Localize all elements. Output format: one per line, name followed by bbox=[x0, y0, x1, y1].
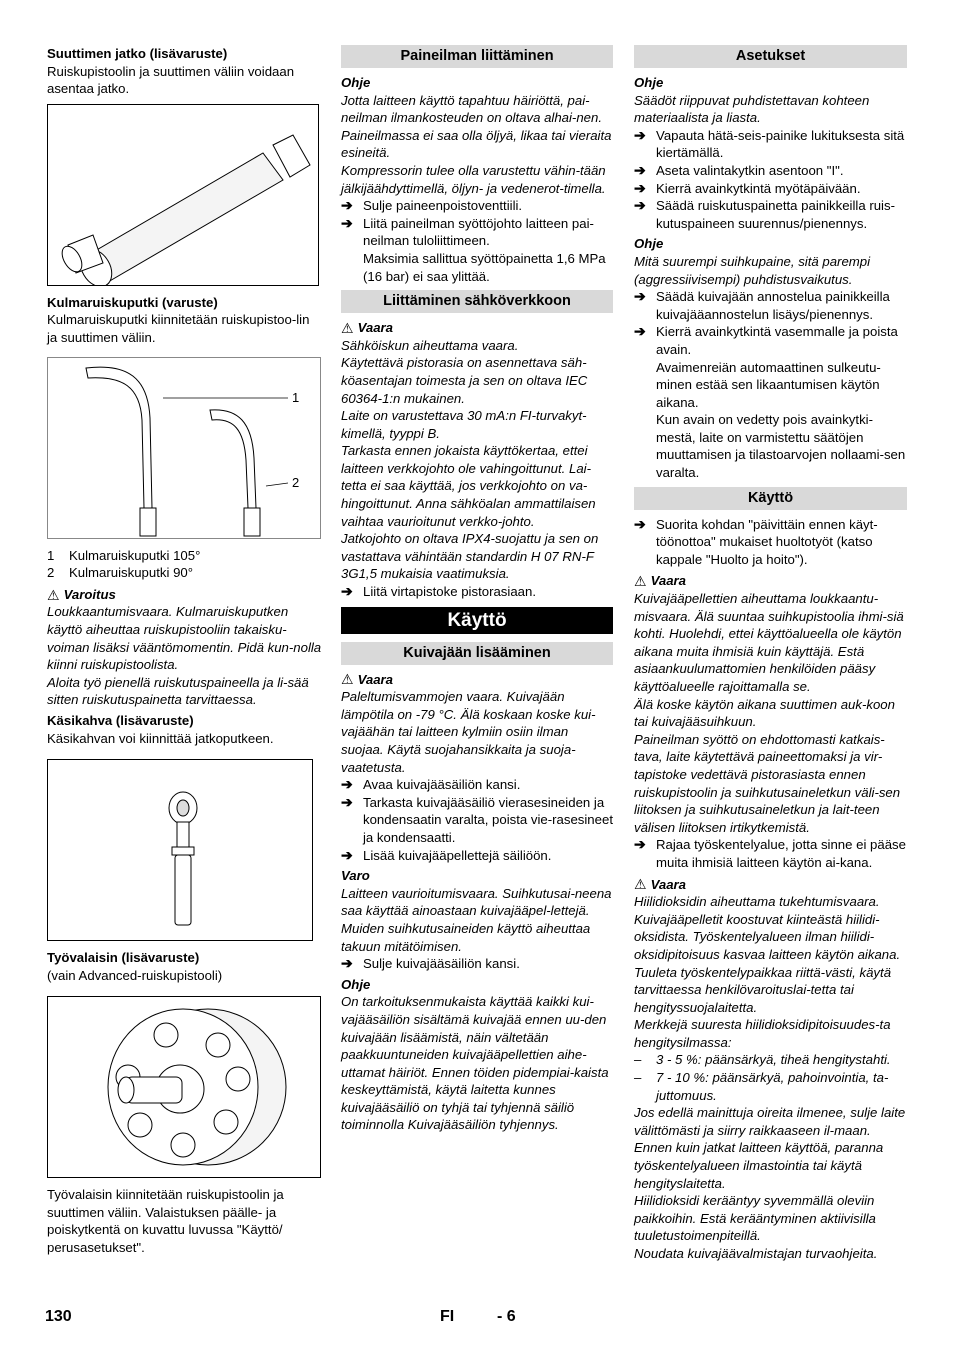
arrow-right-icon: ➔ bbox=[634, 179, 646, 196]
danger-label: Vaara bbox=[357, 320, 394, 336]
note-text: Mitä suurempi suihkupaine, sitä parempi (aggressiivisempi) puhdistusvaikutus. bbox=[634, 253, 871, 287]
figure-angle-lance bbox=[47, 357, 321, 539]
danger-text: Jatkojohto on oltava IPX4-suojattu ja sen on vastattava vähintään standardin H 07 RN-F 3G1,5 mukaisia vaatimuksia. bbox=[341, 531, 599, 582]
step-text: Liitä paineilman syöttöjohto laitteen pai-neilman tuloliittimeen. bbox=[363, 215, 594, 249]
step-text: Tarkasta kuivajääsäiliö vierasesineiden ja kondensaatin varalta, poista vie-rasesineet ja kondensaatti. bbox=[363, 794, 613, 845]
section-heading-use: Käyttö bbox=[634, 487, 907, 510]
heading-work-light: Työvalaisin (lisävaruste) bbox=[47, 950, 200, 966]
step-item bbox=[634, 162, 907, 180]
step-text: Aseta valintakytkin asentoon "I". bbox=[656, 162, 844, 178]
step-item bbox=[341, 776, 613, 794]
heading-extension: Suuttimen jatko (lisävaruste) bbox=[47, 46, 228, 61]
text-extension: Ruiskupistoolin ja suuttimen väliin voidaan asentaa jatko. bbox=[47, 63, 295, 97]
step-item bbox=[634, 323, 907, 358]
step-text: Säädä kuivajään annostelua painikkeilla kuivajääannostelun lisäys/pienennys. bbox=[656, 289, 890, 322]
page-number: 130 bbox=[45, 1308, 72, 1325]
text-work-light-note: (vain Advanced-ruiskupistooli) bbox=[47, 967, 223, 983]
list-text: 3 - 5 %: päänsärkyä, tiheä hengitystahti. bbox=[656, 1052, 891, 1068]
text-handle: Käsikahvan voi kiinnittää jatkoputkeen. bbox=[47, 730, 274, 746]
danger-text: Hiilidioksidin aiheuttama tukehtumisvaara. Kuivajääpelletit koostuvat kiinteästä hiilidi-oksidista. Työskentelyalueen ilman hiilidi-oksidipitoisuus kasvaa laitteen käytön aikana. Tuuleta työskentelypaikkaa riittä-västi, käytä tarvittaessa henkilövaroituslai-tetta tai hengityssuojalaitetta. bbox=[634, 894, 901, 1015]
caution-text: Laitteen vaurioitumisvaara. Suihkutusai-neena saa käyttää ainoastaan kuivajääpel-lettejä. Muiden suihkutusaineiden käyttö aiheuttaa takuun mitätöimisen. bbox=[341, 885, 612, 954]
step-text: Lisää kuivajääpellettejä säiliöön. bbox=[363, 847, 552, 863]
sub-page-number: - 6 bbox=[497, 1308, 516, 1325]
step-item bbox=[634, 836, 907, 871]
arrow-right-icon: ➔ bbox=[341, 955, 353, 972]
step-item bbox=[341, 583, 613, 601]
step-item bbox=[341, 955, 613, 973]
danger-text: Tarkasta ennen jokaista käyttökertaa, ettei laitteen verkkojohto ole vahingoittunut. Lai-tetta ei saa käyttää, jos verkkojohto on va-hingoittunut. Anna sähköalan ammattilaisen vaihtaa vaurioitunut verkko-johto. bbox=[341, 443, 596, 529]
handle-illustration bbox=[48, 760, 312, 940]
note-label: Ohje bbox=[634, 236, 664, 252]
danger-label: Vaara bbox=[650, 573, 687, 589]
danger-heading bbox=[341, 319, 613, 337]
danger-text: Merkkejä suuresta hiilidioksidipitoisuudes-ta hengitysilmassa: bbox=[634, 1017, 891, 1050]
warning-heading bbox=[47, 586, 322, 604]
step-text: Sulje paineenpoistoventtiili. bbox=[363, 198, 523, 214]
figure-handle bbox=[47, 759, 313, 941]
heading-handle: Käsikahva (lisävaruste) bbox=[47, 712, 194, 728]
list-item bbox=[634, 1051, 907, 1069]
step-text: Sulje kuivajääsäiliön kansi. bbox=[363, 956, 520, 972]
arrow-right-icon: ➔ bbox=[634, 323, 646, 340]
chapter-heading-operation: Käyttö bbox=[341, 607, 613, 634]
arrow-right-icon: ➔ bbox=[634, 836, 646, 853]
warning-text: Aloita työ pienellä ruiskutuspaineella ja li-sää sitten ruiskutuspainetta tarvittaessa. bbox=[47, 674, 309, 708]
legend-number: 1 bbox=[47, 547, 55, 563]
warning-label: Varoitus bbox=[63, 586, 116, 602]
arrow-right-icon: ➔ bbox=[341, 197, 353, 214]
danger-text: Noudata kuivajäävalmistajan turvaohjeita. bbox=[634, 1246, 878, 1261]
danger-text: Laite on varustettava 30 mA:n FI-turvakyt-kimellä, tyyppi B. bbox=[341, 408, 587, 441]
air-max-pressure: Maksimia sallittua syöttöpainetta 1,6 MPa (16 bar) ei saa ylittää. bbox=[363, 250, 606, 284]
list-text: 7 - 10 %: päänsärkyä, pahoinvointia, ta-juttomuus. bbox=[656, 1070, 889, 1103]
key-text: Kun avain on vedetty pois avainkytki-mestä, laite on varmistettu säätöjen muuttamisen ja tilastoarvojen nollaami-sen varalta. bbox=[656, 412, 906, 481]
danger-text: Paleltumisvammojen vaara. Kuivajään lämpötila on -79 °C. Älä koskaan koske kui-vajäähän tai laitteen kylmiin osiin ilman suojaa. Käytä suojahansikkaita ja suoja-vaatetusta. bbox=[341, 689, 596, 775]
legend-text: Kulmaruiskuputki 105° bbox=[69, 547, 201, 563]
section-heading-dry-ice: Kuivajään lisääminen bbox=[341, 642, 613, 665]
extension-illustration bbox=[48, 105, 318, 285]
section-heading-settings: Asetukset bbox=[634, 45, 907, 68]
arrow-right-icon: ➔ bbox=[341, 583, 353, 600]
arrow-right-icon: ➔ bbox=[634, 126, 646, 143]
danger-text: Hiilidioksidi kerääntyy syvemmällä oleviin paikkoihin. Estä kerääntyminen aktiivisilla tuuletustoimenpiteillä. bbox=[634, 1193, 876, 1244]
text-work-light: Työvalaisin kiinnitetään ruiskupistoolin ja suuttimen väliin. Valaistuksen päälle- ja poiskytkentä on kuvattu luvussa "Käyttö/ perusasetukset". bbox=[47, 1187, 284, 1256]
step-item bbox=[634, 516, 907, 569]
danger-heading bbox=[341, 671, 613, 689]
section-heading-mains: Liittäminen sähköverkkoon bbox=[341, 290, 613, 313]
step-item bbox=[634, 180, 907, 198]
step-text: Rajaa työskentelyalue, jotta sinne ei pääse muita ihmisiä laitteen käytön ai-kana. bbox=[656, 837, 906, 870]
step-item bbox=[341, 847, 613, 865]
step-text: Vapauta hätä-seis-painike lukituksesta sitä kiertämällä. bbox=[656, 127, 905, 161]
note-text: Kompressorin tulee olla varustettu vähin-tään jälkijäähdyttimellä, öljyn- ja vedenerot-timella. bbox=[341, 162, 606, 196]
arrow-right-icon: ➔ bbox=[341, 214, 353, 231]
column-right bbox=[634, 45, 907, 1263]
note-text: On tarkoituksenmukaista käyttää kaikki kui-vajääsäiliön sisältämä kuivajää ennen uu-den kuivajään lisäämistä, näin vältetään paakkuuntuneiden kuivajääpellettien aihe-uttamat häiriöt. Ennen töiden pidempiai-kaista keskeyttämistä, käytä laitetta kunnes kuivajääsäiliö on tyhjä tai tyhjennä säiliö toiminnolla Kuivajääsäiliön tyhjennys. bbox=[341, 994, 609, 1133]
step-text: Säädä ruiskutuspainetta painikkeilla ruis-kutuspaineen suurennus/pienennys. bbox=[656, 198, 895, 231]
warning-triangle-icon: ⚠ bbox=[634, 573, 647, 590]
step-item bbox=[341, 197, 613, 215]
caution-label: Varo bbox=[341, 868, 370, 884]
legend-text: Kulmaruiskuputki 90° bbox=[69, 565, 194, 581]
column-left bbox=[47, 45, 322, 1257]
step-item bbox=[341, 215, 613, 250]
arrow-right-icon: ➔ bbox=[634, 161, 646, 178]
danger-text: Käytettävä pistorasia on asennettava säh-köasentajan toimesta ja sen on oltava IEC 60364-1:n mukainen. bbox=[341, 355, 588, 406]
arrow-right-icon: ➔ bbox=[634, 288, 646, 305]
figure-extension bbox=[47, 104, 319, 286]
callout-1: 1 bbox=[292, 389, 300, 405]
section-heading-compressed-air: Paineilman liittäminen bbox=[341, 45, 613, 68]
note-label: Ohje bbox=[341, 976, 371, 992]
step-item bbox=[634, 127, 907, 162]
step-text: Avaa kuivajääsäiliön kansi. bbox=[363, 777, 521, 793]
figure-work-light bbox=[47, 996, 321, 1178]
warning-text: Loukkaantumisvaara. Kulmaruiskuputken käyttö aiheuttaa ruiskupistooliin takaisku-voiman lisäksi vääntömomentin. Pidä kun-nolla kiinni ruiskupistoolista. bbox=[47, 604, 322, 673]
danger-text: Älä koske käytön aikana suuttimen auk-koon tai kuivajääsuihkuun. bbox=[634, 696, 895, 730]
danger-heading bbox=[634, 876, 907, 894]
arrow-right-icon: ➔ bbox=[634, 197, 646, 214]
danger-heading bbox=[634, 572, 907, 590]
language-code: FI bbox=[440, 1308, 455, 1325]
callout-2: 2 bbox=[292, 474, 300, 490]
note-label: Ohje bbox=[341, 75, 371, 90]
note-text: Säädöt riippuvat puhdistettavan kohteen materiaalista ja liasta. bbox=[634, 92, 870, 126]
warning-triangle-icon: ⚠ bbox=[341, 319, 354, 336]
note-label: Ohje bbox=[634, 75, 664, 90]
arrow-right-icon: ➔ bbox=[634, 515, 646, 532]
angle-lance-illustration bbox=[48, 358, 320, 538]
danger-text: Sähköiskun aiheuttama vaara. bbox=[341, 337, 519, 353]
danger-text: Paineilman syöttö on ehdottomasti katkais-tava, laite käytettävä paineettomaksi ja vir-tapistoke vedettävä pistorasiasta ennen ruiskupistoolin ja suihkutusaineletkun väli-sen liitoksen ja suihkutusaineletkun ja lait-teen välisen liitoksen irtikytkemistä. bbox=[634, 731, 901, 835]
step-item bbox=[341, 794, 613, 847]
dash-bullet: – bbox=[634, 1052, 642, 1068]
danger-text: Jos edellä mainittuja oireita ilmenee, sulje laite välittömästi ja siirry raikkaaseen il-maan. Ennen kuin jatkat laitteen käyttöä, paranna työskentelyalueen ilmastointia tai käytä hengityslaitetta. bbox=[634, 1105, 906, 1191]
step-text: Kierrä avainkytkintä vasemmalle ja poista avain. bbox=[656, 324, 898, 357]
text-angle-lance: Kulmaruiskuputki kiinnitetään ruiskupistoo-lin ja suuttimen väliin. bbox=[47, 312, 310, 345]
list-item bbox=[634, 1069, 907, 1104]
step-text: Liitä virtapistoke pistorasiaan. bbox=[363, 584, 536, 600]
warning-triangle-icon: ⚠ bbox=[341, 671, 354, 688]
column-middle bbox=[341, 45, 613, 1134]
step-item bbox=[634, 197, 907, 232]
arrow-right-icon: ➔ bbox=[341, 846, 353, 863]
heading-angle-lance: Kulmaruiskuputki (varuste) bbox=[47, 294, 218, 310]
legend-item bbox=[47, 564, 322, 582]
arrow-right-icon: ➔ bbox=[341, 793, 353, 810]
dash-bullet: – bbox=[634, 1070, 642, 1086]
step-text: Suorita kohdan "päivittäin ennen käyt-töönottoa" mukaiset huoltotyöt (katso kappale "Huolto ja hoito"). bbox=[656, 516, 878, 567]
work-light-illustration bbox=[48, 997, 320, 1177]
step-item bbox=[634, 288, 907, 323]
key-text: Avaimenreiän automaattinen sulkeutu-minen estää sen likaantumisen käytön aikana. bbox=[656, 359, 881, 410]
arrow-right-icon: ➔ bbox=[341, 776, 353, 793]
danger-label: Vaara bbox=[650, 876, 687, 892]
danger-label: Vaara bbox=[357, 671, 394, 687]
legend-item bbox=[47, 547, 322, 565]
warning-triangle-icon: ⚠ bbox=[47, 586, 60, 603]
warning-triangle-icon: ⚠ bbox=[634, 876, 647, 893]
step-text: Kierrä avainkytkintä myötäpäivään. bbox=[656, 180, 861, 196]
danger-text: Kuivajääpellettien aiheuttama loukkaantu-misvaara. Älä suuntaa suihkupistoolia ihmi-siä kohti. Huolehdi, ettei käyttöalueella ole käytön aikana muita ihmisiä kuin käyttäjä. Estä asiaankuulumattomien henkilöiden pääsy käyttöalueelle rajoittamalla se. bbox=[634, 591, 904, 694]
legend-number: 2 bbox=[47, 565, 55, 581]
note-text: Jotta laitteen käyttö tapahtuu häiriöttä, pai-neilman ilmankosteuden on oltava alhai-nen. Paineilmassa ei saa olla öljyä, likaa tai vieraita esineitä. bbox=[341, 92, 612, 161]
